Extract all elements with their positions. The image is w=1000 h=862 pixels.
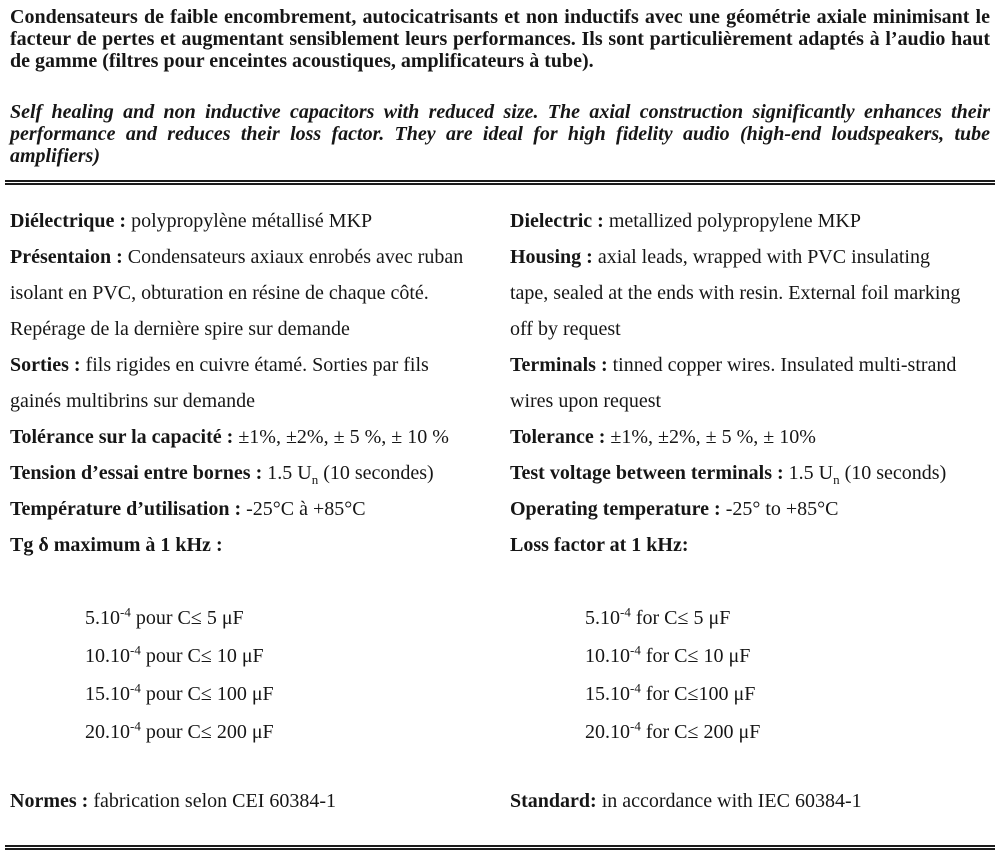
loss-coef: 5.10 [85,607,120,629]
spec-label: Présentaion : [10,246,123,268]
spec-value: -25° to +85°C [720,498,839,520]
spec-label: Operating temperature : [510,498,721,520]
loss-exponent: -4 [120,604,131,620]
spec-sorties [10,347,473,419]
spec-dielectric [510,203,973,239]
spec-dielectrique [10,203,473,239]
spec-value: fabrication selon CEI 60384-1 [88,790,337,812]
spec-test-voltage [510,455,973,491]
loss-condition: pour C≤ 200 μF [140,721,274,743]
loss-exponent: -4 [130,718,141,734]
loss-coef: 20.10 [585,721,630,743]
loss-factor-item [85,637,473,675]
loss-exponent: -4 [630,718,641,734]
loss-factor-list-fr [85,599,473,751]
loss-exponent: -4 [630,642,641,658]
loss-exponent: -4 [620,604,631,620]
loss-factor-item [585,713,973,751]
spec-value: tinned copper wires. Insulated multi-strand wires upon request [510,354,957,412]
spec-label: Température d’utilisation : [10,498,242,520]
intro-english-paragraph: Self healing and non inductive capacitors with reduced size. The axial construction significantly enhances their performance and reduces their loss factor. They are ideal for high fidelity audio (high-end loudspeakers, tube amplifiers) [10,101,990,167]
loss-coef: 15.10 [85,683,130,705]
spec-tolerance-en [510,419,973,455]
spec-operating-temperature [510,491,973,527]
spec-value: polypropylène métallisé MKP [126,210,373,232]
spec-label: Loss factor at 1 kHz: [510,534,689,556]
spec-label: Sorties : [10,354,81,376]
spec-temperature-fr [10,491,473,527]
spec-value: axial leads, wrapped with PVC insulating tape, sealed at the ends with resin. External foil marking off by request [510,246,961,340]
loss-factor-item [85,713,473,751]
loss-factor-item [585,599,973,637]
spec-housing [510,239,973,347]
spec-standard [510,783,973,819]
loss-exponent: -4 [130,680,141,696]
spec-label: Tolerance : [510,426,606,448]
spec-value: 1.5 U [783,462,834,484]
spec-value: metallized polypropylene MKP [603,210,861,232]
spec-value: 1.5 U [262,462,312,484]
spec-label: Tg δ maximum à 1 kHz : [10,534,223,556]
loss-condition: pour C≤ 100 μF [140,683,274,705]
spec-label: Diélectrique : [10,210,127,232]
loss-condition: for C≤ 10 μF [640,645,751,667]
loss-factor-item [85,599,473,637]
spec-value: -25°C à +85°C [241,498,366,520]
spec-value: in accordance with IEC 60384-1 [596,790,862,812]
spec-columns [10,203,990,819]
spec-loss-factor [510,527,973,563]
spec-label: Tension d’essai entre bornes : [10,462,263,484]
loss-condition: for C≤ 200 μF [640,721,761,743]
spec-tg-delta [10,527,473,563]
french-column [10,203,473,819]
top-divider [5,180,995,185]
spec-value: fils rigides en cuivre étamé. Sorties par fils gainés multibrins sur demande [10,354,429,412]
loss-condition: pour C≤ 10 μF [140,645,264,667]
spec-terminals [510,347,973,419]
loss-condition: for C≤ 5 μF [630,607,731,629]
bottom-divider [5,845,995,850]
loss-exponent: -4 [130,642,141,658]
spec-label: Standard: [510,790,597,812]
subscript-n: n [311,472,319,487]
spec-label: Tolérance sur la capacité : [10,426,234,448]
subscript-n: n [833,472,840,487]
spec-presentation [10,239,473,347]
spec-label: Housing : [510,246,593,268]
loss-factor-item [585,675,973,713]
loss-factor-item [585,637,973,675]
loss-factor-item [85,675,473,713]
spec-label: Normes : [10,790,89,812]
loss-factor-list-en [585,599,973,751]
loss-condition: pour C≤ 5 μF [130,607,244,629]
loss-coef: 10.10 [585,645,630,667]
spec-value: (10 seconds) [839,462,947,484]
spec-tolerance-fr [10,419,473,455]
spec-tension-essai [10,455,473,491]
loss-exponent: -4 [630,680,641,696]
loss-coef: 15.10 [585,683,630,705]
english-column [510,203,973,819]
spec-label: Dielectric : [510,210,604,232]
loss-coef: 10.10 [85,645,130,667]
spec-value: ±1%, ±2%, ± 5 %, ± 10% [605,426,816,448]
spec-normes [10,783,473,819]
loss-coef: 5.10 [585,607,620,629]
spec-label: Test voltage between terminals : [510,462,784,484]
spec-label: Terminals : [510,354,608,376]
loss-coef: 20.10 [85,721,130,743]
intro-french-paragraph: Condensateurs de faible encombrement, autocicatrisants et non inductifs avec une géométrie axiale minimisant le facteur de pertes et augmentant sensiblement leurs performances. Ils sont particulièrement adaptés à l’audio haut de gamme (filtres pour enceintes acoustiques, amplificateurs à tube). [10,6,990,72]
spec-value: Condensateurs axiaux enrobés avec ruban isolant en PVC, obturation en résine de chaque côté. Repérage de la dernière spire sur demande [10,246,464,340]
loss-condition: for C≤100 μF [640,683,756,705]
spec-value: ±1%, ±2%, ± 5 %, ± 10 % [233,426,449,448]
spec-value: (10 secondes) [318,462,434,484]
